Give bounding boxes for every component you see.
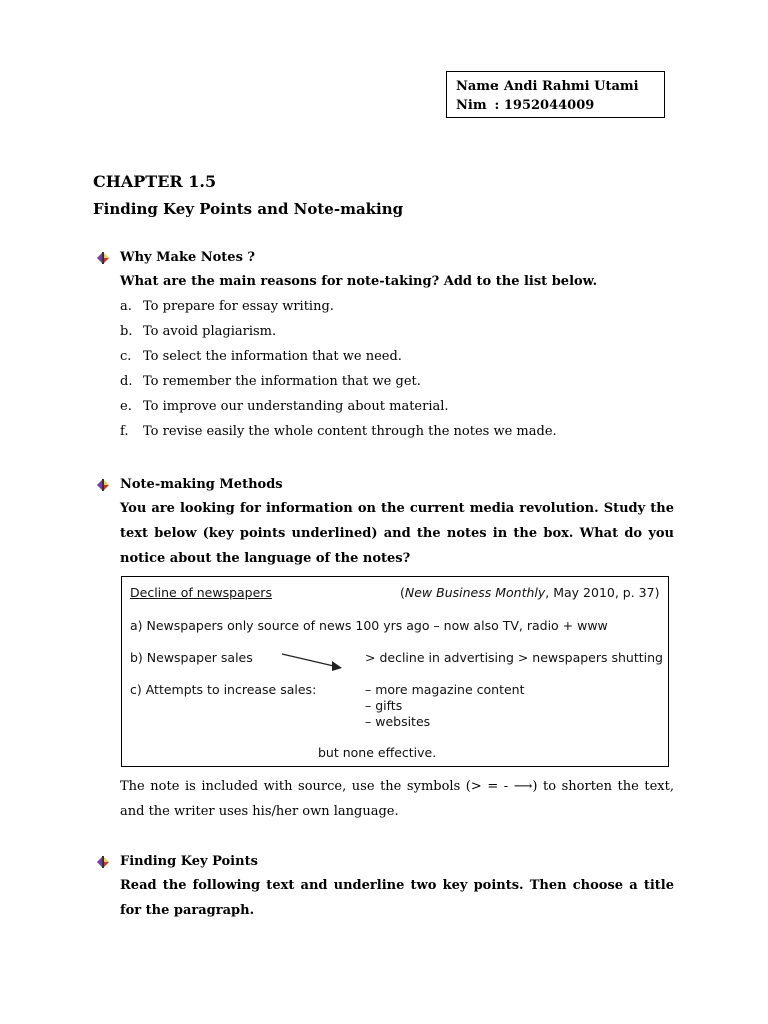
nim-row xyxy=(456,96,664,115)
section-explanation xyxy=(96,774,674,824)
bullet-diamond-icon xyxy=(96,478,110,492)
section-heading: Why Make Notes ? xyxy=(96,250,674,265)
reasons-list xyxy=(96,294,674,444)
notes-point-b: b) Newspaper sales xyxy=(130,650,253,665)
section-question: What are the main reasons for note-taking? Add to the list below. xyxy=(120,274,598,289)
name-row xyxy=(456,77,664,96)
notes-point-c-item: – more magazine content xyxy=(365,682,525,697)
notes-point-c-item: – websites xyxy=(365,714,431,729)
section-heading: Finding Key Points xyxy=(96,854,674,869)
list-item: c. To select the information that we need. xyxy=(120,349,402,364)
section-why-make-notes xyxy=(96,250,674,444)
nim-label: Nim xyxy=(456,98,487,113)
section-note-making-methods xyxy=(96,477,674,571)
notes-point-a: a) Newspapers only source of news 100 yrs ago – now also TV, radio + www xyxy=(130,618,608,633)
notes-point-b-result: > decline in advertising > newspapers shutting xyxy=(365,650,663,665)
name-label: Name xyxy=(456,79,499,94)
list-item: f. To revise easily the whole content through the notes we made. xyxy=(120,424,557,439)
bullet-diamond-icon xyxy=(96,251,110,265)
student-info-box xyxy=(446,71,665,118)
notes-point-c-item: – gifts xyxy=(365,698,403,713)
notes-point-c: c) Attempts to increase sales: xyxy=(130,682,317,697)
list-item: b. To avoid plagiarism. xyxy=(120,324,277,339)
section-heading: Note-making Methods xyxy=(96,477,674,492)
name-value: : Andi Rahmi Utami xyxy=(494,79,639,94)
nim-value: : 1952044009 xyxy=(494,98,595,113)
list-item: e. To improve our understanding about material. xyxy=(120,399,449,414)
section-instruction: Read the following text and underline two key points. Then choose a title for the paragraph. xyxy=(120,878,674,918)
chapter-heading: CHAPTER 1.5 xyxy=(93,172,217,191)
chapter-title: Finding Key Points and Note-making xyxy=(93,200,404,218)
bullet-diamond-icon xyxy=(96,855,110,869)
list-item: a. To prepare for essay writing. xyxy=(120,299,334,314)
notes-box xyxy=(121,576,669,767)
list-item: d. To remember the information that we get. xyxy=(120,374,421,389)
arrow-icon xyxy=(280,651,346,673)
notes-footer: but none effective. xyxy=(318,745,437,760)
notes-title: Decline of newspapers xyxy=(130,585,272,600)
explanation-text: The note is included with source, use the symbols (> = - ⟶) to shorten the text, and the writer uses his/her own language. xyxy=(120,779,674,819)
notes-source: (New Business Monthly, May 2010, p. 37) xyxy=(400,585,660,600)
section-instruction: You are looking for information on the current media revolution. Study the text below (key points underlined) and the notes in the box. What do you notice about the language of the notes? xyxy=(120,501,674,566)
section-finding-key-points xyxy=(96,854,674,923)
